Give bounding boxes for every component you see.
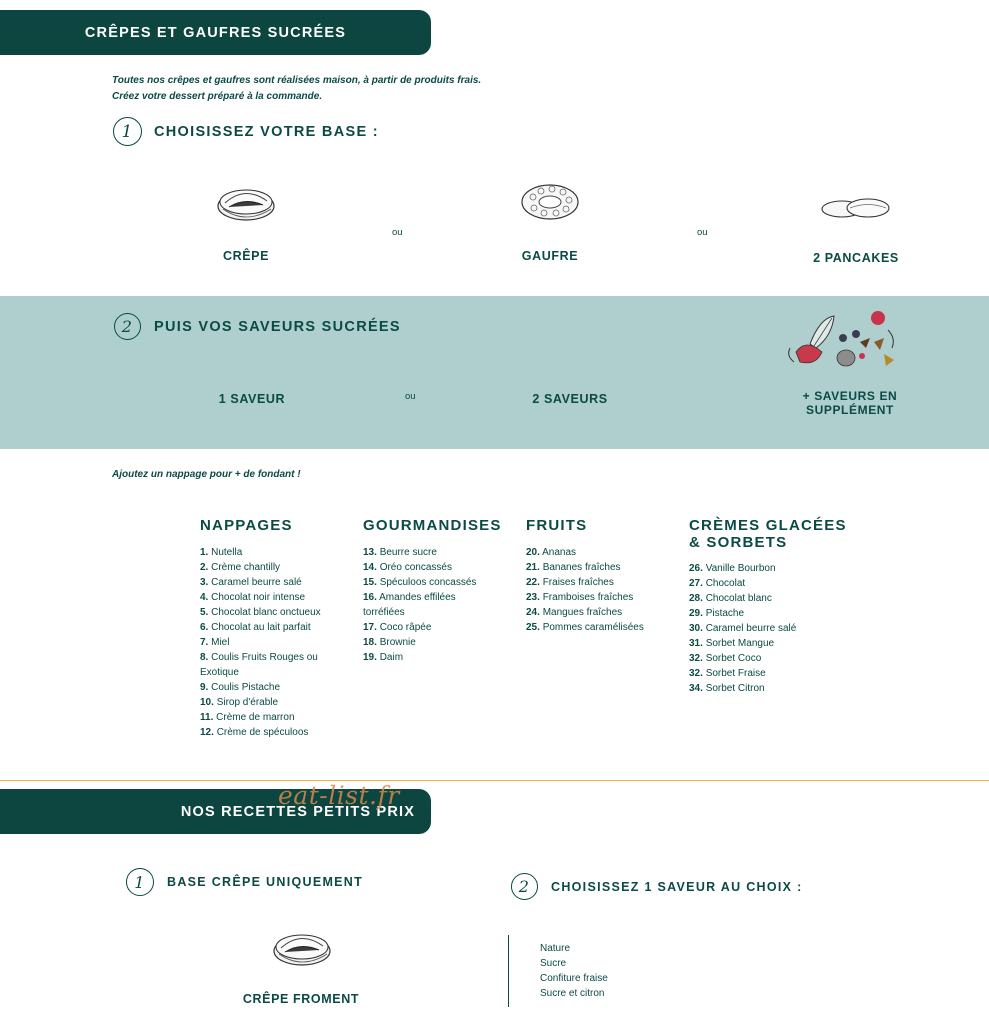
list-item: 34. Sorbet Citron [689,683,765,694]
topping-note: Ajoutez un nappage pour + de fondant ! [112,469,301,480]
intro-text [112,73,481,105]
step-2-title: PUIS VOS SAVEURS SUCRÉES [154,318,401,335]
column-nappages [200,517,350,740]
list-item: 13. Beurre sucre [363,547,437,558]
base-crepe-label: CRÊPE [222,249,270,263]
or-text-3: ou [405,391,416,402]
gourmandises-list [363,545,513,665]
step-1-title: CHOISISSEZ VOTRE BASE : [154,123,379,140]
column-fruits [526,517,676,635]
step-title: CHOISISSEZ 1 SAVEUR AU CHOIX : [551,879,803,894]
banner-title: NOS RECETTES PETITS PRIX [180,803,416,820]
list-item: 31. Sorbet Mangue [689,638,775,649]
list-item: 16. Amandes effilées torréfiées [363,592,456,618]
intro-line-1: Toutes nos crêpes et gaufres sont réalisées maison, à partir de produits frais. [112,75,482,86]
base-crepe-froment-label: CRÊPE FROMENT [242,992,360,1006]
list-item: 24. Mangues fraîches [526,607,623,618]
petits-prix-step-1 [126,868,363,896]
or-text-1: ou [392,227,403,238]
list-item: 14. Oréo concassés [363,562,452,573]
petits-prix-step-2 [511,873,803,900]
list-item: 2. Crème chantilly [200,562,281,573]
vertical-divider [508,935,509,1007]
list-item: 7. Miel [200,637,230,648]
column-title: NAPPAGES [200,517,293,534]
list-item: 29. Pistache [689,608,745,619]
step-number-circle: 1 [126,868,154,896]
list-item: 15. Spéculoos concassés [363,577,477,588]
toppings-illustration [788,308,898,374]
list-item: 32. Sorbet Fraise [689,668,766,679]
list-item: 11. Crème de marron [200,712,295,723]
flavor-one-label: 1 SAVEUR [218,392,286,406]
list-item: Confiture fraise [540,973,608,984]
list-item: 10. Sirop d'érable [200,697,279,708]
base-waffle-label: GAUFRE [521,249,579,263]
list-item: 1. Nutella [200,547,243,558]
list-item: 32. Sorbet Coco [689,653,762,664]
or-text-2: ou [697,227,708,238]
column-glaces [689,517,859,696]
list-item: 26. Vanille Bourbon [689,563,776,574]
intro-line-2: Créez votre dessert préparé à la commande. [112,91,323,102]
list-item: 18. Brownie [363,637,416,648]
pancakes-icon [820,195,892,221]
list-item: 4. Chocolat noir intense [200,592,306,603]
list-item: 22. Fraises fraîches [526,577,614,588]
crepe-icon [215,181,277,223]
fruits-list [526,545,676,635]
list-item: 8. Coulis Fruits Rouges ou Exotique [200,652,318,678]
list-item: 9. Coulis Pistache [200,682,281,693]
step-2-heading [114,313,401,340]
base-pancakes-label: 2 PANCAKES [813,251,899,265]
list-item: Sucre et citron [540,988,605,999]
section-banner-crepes [0,10,431,55]
step-title: BASE CRÊPE UNIQUEMENT [167,875,364,889]
section-divider [0,780,989,781]
list-item: 27. Chocolat [689,578,746,589]
list-item: 23. Framboises fraîches [526,592,634,603]
column-title: FRUITS [526,517,588,534]
waffle-icon [519,181,581,223]
flavor-extra-label: + SAVEURS EN SUPPLÉMENT [802,389,898,417]
list-item: 6. Chocolat au lait parfait [200,622,311,633]
glaces-list [689,561,859,696]
list-item: 17. Coco râpée [363,622,432,633]
step-number-circle: 2 [511,873,538,900]
list-item: 19. Daim [363,652,404,663]
step-1-heading [113,117,379,146]
column-title: GOURMANDISES [363,517,502,534]
flavor-two-label: 2 SAVEURS [532,392,608,406]
list-item: Sucre [540,958,567,969]
list-item: 12. Crème de spéculoos [200,727,309,738]
watermark: eat-list.fr [278,781,400,810]
column-gourmandises [363,517,513,665]
nappages-list [200,545,350,740]
list-item: 25. Pommes caramélisées [526,622,644,633]
list-item: 30. Caramel beurre salé [689,623,797,634]
list-item: 20. Ananas [526,547,577,558]
crepe-icon [271,926,333,968]
petits-prix-flavors [540,941,608,1001]
step-number-circle: 2 [114,313,141,340]
list-item: 28. Chocolat blanc [689,593,772,604]
list-item: Nature [540,943,571,954]
column-title: CRÈMES GLACÉES & SORBETS [689,517,847,551]
list-item: 3. Caramel beurre salé [200,577,302,588]
list-item: 21. Bananes fraîches [526,562,621,573]
banner-title: CRÊPES ET GAUFRES SUCRÉES [84,24,347,41]
step-number-circle: 1 [113,117,142,146]
list-item: 5. Chocolat blanc onctueux [200,607,321,618]
